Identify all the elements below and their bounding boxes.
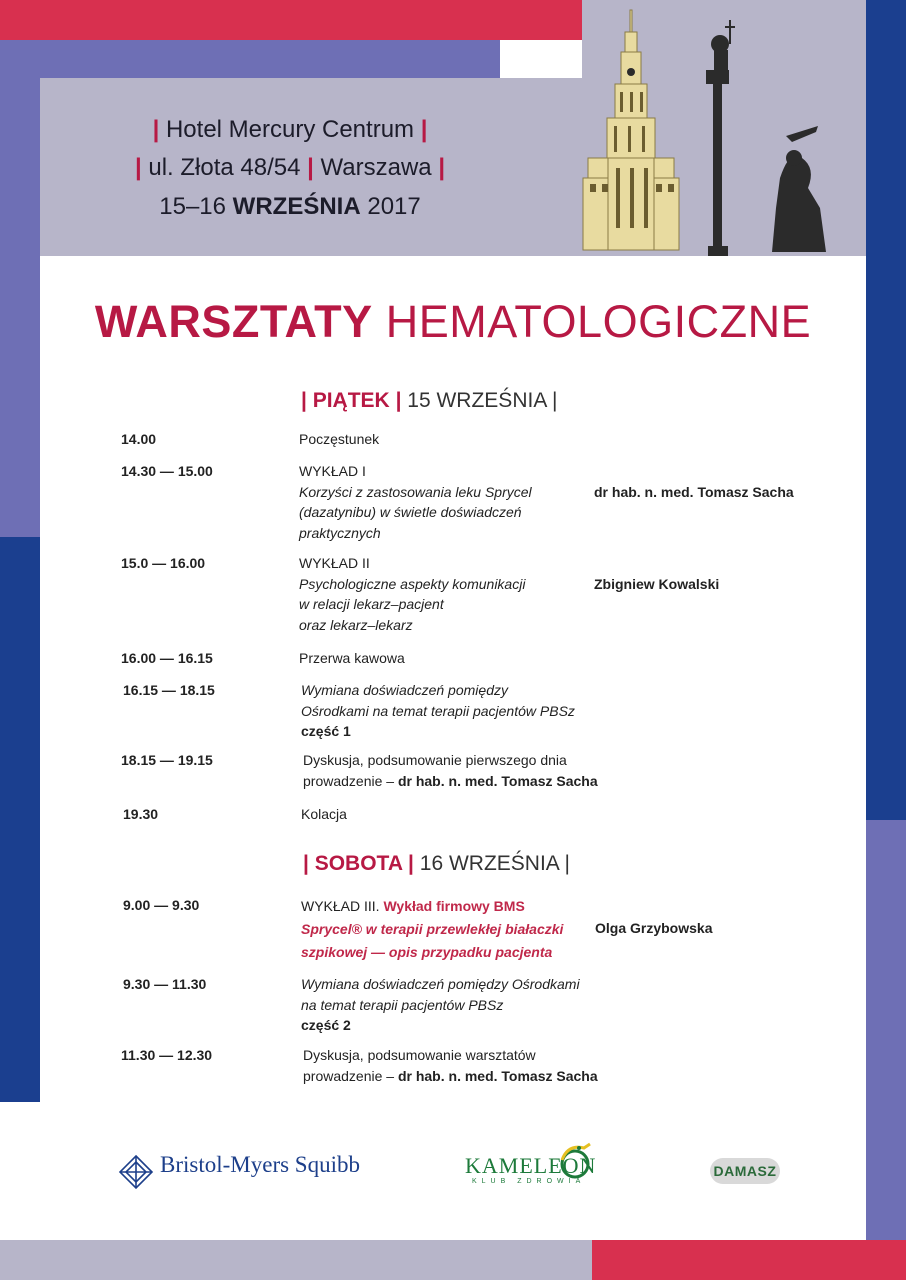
chameleon-logo-icon	[548, 1138, 602, 1182]
time-slot: 16.15 — 18.15	[123, 682, 215, 698]
agenda-item: WYKŁAD II Psychologiczne aspekty komunikacji w relacji lekarz–pacjent oraz lekarz–lekarz	[299, 555, 526, 633]
agenda-item: Przerwa kawowa	[299, 650, 405, 666]
frame-red-top	[0, 0, 582, 40]
event-dates: 15–16 WRZEŚNIA 2017	[159, 193, 421, 220]
agenda-item: Dyskusja, podsumowanie pierwszego dnia prowadzenie – dr hab. n. med. Tomasz Sacha	[303, 752, 598, 789]
agenda-item: Wymiana doświadczeń pomiędzy Ośrodkami na temat terapii pacjentów PBSz część 2	[301, 976, 580, 1033]
time-slot: 14.30 — 15.00	[121, 463, 213, 479]
day1-heading: | PIĄTEK | 15 WRZEŚNIA |	[301, 389, 558, 412]
agenda-item: Dyskusja, podsumowanie warsztatów prowadzenie – dr hab. n. med. Tomasz Sacha	[303, 1047, 598, 1084]
frame-grey-bottom	[0, 1240, 592, 1280]
time-slot: 9.00 — 9.30	[123, 897, 200, 913]
speaker-name: dr hab. n. med. Tomasz Sacha	[594, 484, 794, 500]
time-slot: 15.0 — 16.00	[121, 555, 206, 571]
frame-red-bottom	[592, 1240, 906, 1280]
venue-name: | Hotel Mercury Centrum |	[152, 116, 428, 143]
venue-address: | ul. Złota 48/54 | Warszawa |	[134, 154, 446, 181]
damasz-logo: DAMASZ	[710, 1158, 780, 1184]
time-slot: 19.30	[123, 806, 159, 822]
frame-navy-right	[866, 0, 906, 820]
agenda-item: WYKŁAD III. Wykład firmowy BMS Sprycel® w terapii przewlekłej białaczki szpikowej — opis przypadku pacjenta	[301, 898, 564, 960]
frame-violet-right	[866, 820, 906, 1240]
bms-logo-text: Bristol-Myers Squibb	[160, 1152, 360, 1177]
agenda-item: Kolacja	[301, 806, 347, 822]
time-slot: 18.15 — 19.15	[121, 752, 213, 768]
speaker-name: Olga Grzybowska	[595, 920, 713, 936]
agenda-item: Poczęstunek	[299, 431, 380, 447]
time-slot: 11.30 — 12.30	[121, 1047, 213, 1063]
frame-navy-left	[0, 537, 40, 1102]
agenda-item: WYKŁAD I Korzyści z zastosowania leku Sprycel (dazatynibu) w świetle doświadczeń praktycznych	[299, 463, 532, 541]
bms-logo-icon	[118, 1154, 154, 1190]
time-slot: 9.30 — 11.30	[123, 976, 207, 992]
speaker-name: Zbigniew Kowalski	[594, 576, 720, 592]
kameleon-logo-text: KAMELEON	[465, 1153, 597, 1178]
day2-heading: | SOBOTA | 16 WRZEŚNIA |	[303, 852, 570, 875]
kameleon-logo-subtitle: KLUB ZDROWIA	[472, 1178, 586, 1185]
time-slot: 14.00	[121, 431, 157, 447]
page-title: WARSZTATY HEMATOLOGICZNE	[94, 296, 812, 347]
agenda-item: Wymiana doświadczeń pomiędzy Ośrodkami na temat terapii pacjentów PBSz część 1	[301, 682, 575, 739]
time-slot: 16.00 — 16.15	[121, 650, 213, 666]
warsaw-skyline-illustration	[580, 8, 840, 256]
